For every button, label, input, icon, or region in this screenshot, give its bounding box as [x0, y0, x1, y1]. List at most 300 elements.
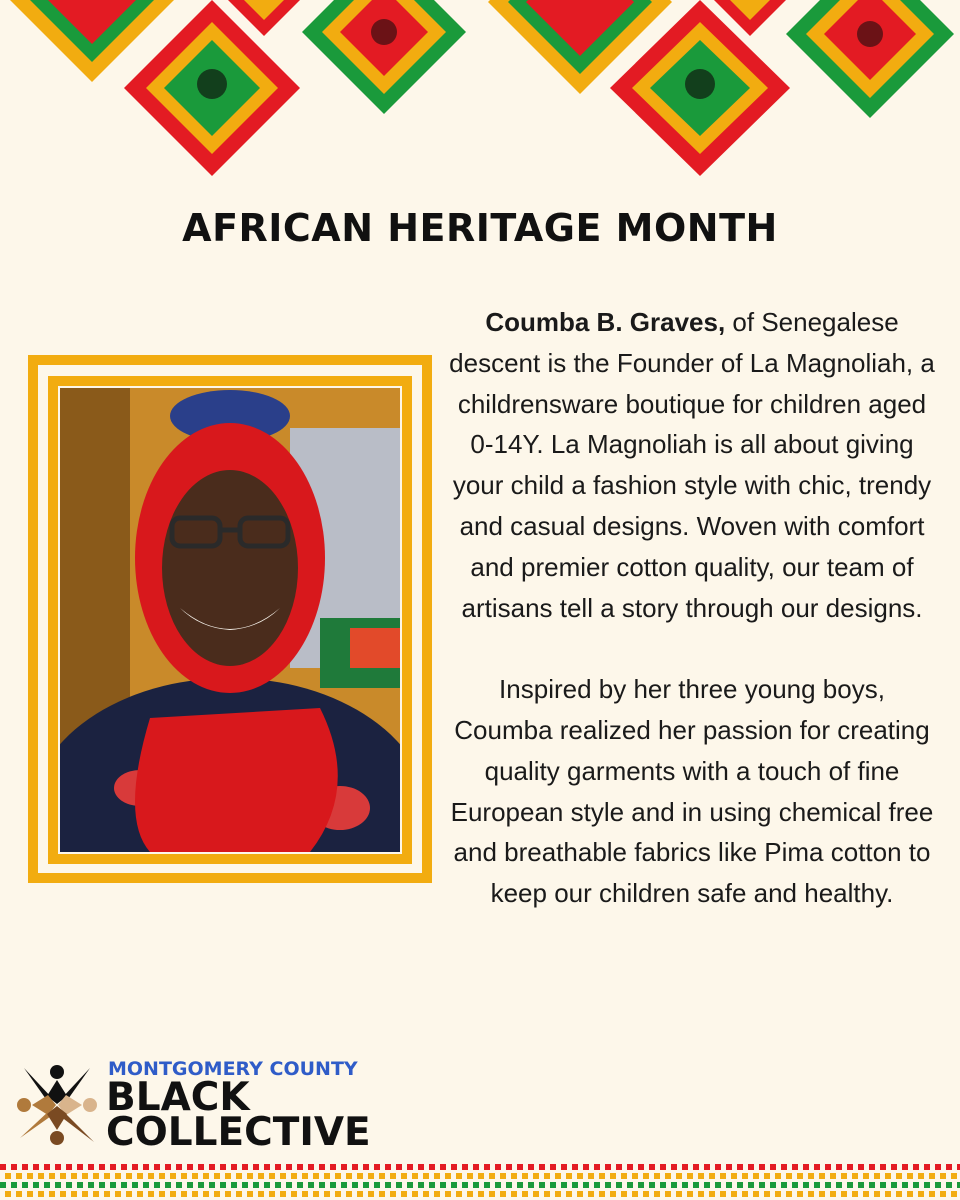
border-dot: [143, 1164, 149, 1170]
border-dot: [929, 1191, 935, 1197]
border-dot: [891, 1164, 897, 1170]
border-dot: [781, 1182, 787, 1188]
border-dot: [517, 1164, 523, 1170]
border-dot: [110, 1182, 116, 1188]
border-dot: [819, 1191, 825, 1197]
logo-county-text: MONTGOMERY COUNTY: [108, 1058, 358, 1080]
border-dot: [38, 1173, 44, 1179]
border-dot: [577, 1173, 583, 1179]
border-dot: [495, 1182, 501, 1188]
border-dot: [38, 1191, 44, 1197]
border-dot: [330, 1164, 336, 1170]
border-dot: [467, 1173, 473, 1179]
border-dot: [198, 1164, 204, 1170]
border-dot: [775, 1173, 781, 1179]
border-dot: [434, 1173, 440, 1179]
border-dot: [258, 1191, 264, 1197]
border-dot: [341, 1182, 347, 1188]
border-dot: [797, 1191, 803, 1197]
border-dot: [847, 1164, 853, 1170]
border-dot: [319, 1164, 325, 1170]
border-dot: [627, 1164, 633, 1170]
border-dot: [704, 1182, 710, 1188]
border-dot: [302, 1173, 308, 1179]
border-dot: [16, 1173, 22, 1179]
border-dot: [181, 1173, 187, 1179]
border-dot: [594, 1164, 600, 1170]
border-dot: [401, 1173, 407, 1179]
bio-paragraph-2: Inspired by her three young boys, Coumba realized her passion for creating quality garments with a touch of fine European style and in using chemical free and breathable fabrics like Pima cotton to keep our children safe and healthy.: [450, 674, 934, 909]
border-dot: [720, 1173, 726, 1179]
border-dot: [869, 1164, 875, 1170]
border-dot: [49, 1173, 55, 1179]
border-dot: [137, 1173, 143, 1179]
border-dot: [913, 1164, 919, 1170]
border-dot: [434, 1191, 440, 1197]
diamond-motif-4: [302, 0, 466, 114]
border-dot: [830, 1173, 836, 1179]
border-dot: [445, 1191, 451, 1197]
border-dot: [187, 1164, 193, 1170]
border-dot: [726, 1182, 732, 1188]
border-dot: [544, 1173, 550, 1179]
border-dot: [764, 1191, 770, 1197]
border-dot: [759, 1164, 765, 1170]
border-dot: [698, 1191, 704, 1197]
border-dot: [192, 1173, 198, 1179]
border-dot: [918, 1173, 924, 1179]
border-dot: [891, 1182, 897, 1188]
border-dot: [797, 1173, 803, 1179]
border-dot: [473, 1182, 479, 1188]
border-dot: [913, 1182, 919, 1188]
border-dot: [643, 1191, 649, 1197]
border-dot: [665, 1173, 671, 1179]
border-dot: [869, 1182, 875, 1188]
border-dot: [104, 1191, 110, 1197]
border-dot: [363, 1182, 369, 1188]
border-dot: [77, 1164, 83, 1170]
border-dot: [709, 1191, 715, 1197]
border-dot: [852, 1173, 858, 1179]
border-dot: [588, 1191, 594, 1197]
border-dot: [781, 1164, 787, 1170]
border-dot: [682, 1164, 688, 1170]
border-dot: [187, 1182, 193, 1188]
border-dot: [825, 1164, 831, 1170]
border-dot: [880, 1182, 886, 1188]
border-dot: [258, 1173, 264, 1179]
diamond-motif-8: [786, 0, 954, 118]
border-dot: [154, 1164, 160, 1170]
border-dot: [412, 1191, 418, 1197]
border-dot: [792, 1164, 798, 1170]
border-dot: [137, 1191, 143, 1197]
border-dot: [935, 1182, 941, 1188]
border-dot: [143, 1182, 149, 1188]
border-dot: [418, 1164, 424, 1170]
border-dot: [60, 1173, 66, 1179]
border-dot: [489, 1173, 495, 1179]
border-dot: [896, 1173, 902, 1179]
border-dot: [11, 1182, 17, 1188]
border-dot: [363, 1164, 369, 1170]
border-dot: [0, 1182, 6, 1188]
border-dot: [374, 1164, 380, 1170]
border-dot: [231, 1164, 237, 1170]
border-dot: [731, 1191, 737, 1197]
border-dot: [803, 1182, 809, 1188]
border-dot: [198, 1182, 204, 1188]
border-dot: [49, 1191, 55, 1197]
border-dot: [324, 1173, 330, 1179]
logo-black-text: BLACK: [106, 1075, 250, 1120]
border-dot: [946, 1182, 952, 1188]
border-dot: [693, 1182, 699, 1188]
border-dot: [286, 1182, 292, 1188]
border-dot: [159, 1191, 165, 1197]
bio-intro: of Senegalese descent is the Founder of La Magnoliah, a childrensware boutique for children aged 0-14Y. La Magnoliah is all about giving your child a fashion style with chic, trendy and casual designs. Woven with comfort and premier cotton quality, our team of artisans tell a story through our designs.: [449, 307, 935, 623]
border-dot: [748, 1164, 754, 1170]
border-dot: [792, 1182, 798, 1188]
border-dot: [264, 1182, 270, 1188]
border-dot: [720, 1191, 726, 1197]
border-dot: [522, 1191, 528, 1197]
border-dot: [555, 1173, 561, 1179]
border-dot: [841, 1191, 847, 1197]
border-dot: [687, 1173, 693, 1179]
border-dot: [737, 1182, 743, 1188]
border-dot: [715, 1182, 721, 1188]
border-dot: [676, 1191, 682, 1197]
border-dot: [192, 1191, 198, 1197]
border-dot: [638, 1182, 644, 1188]
border-dot: [863, 1173, 869, 1179]
border-dot: [110, 1164, 116, 1170]
border-dot: [632, 1173, 638, 1179]
border-dot: [203, 1191, 209, 1197]
border-dot: [808, 1173, 814, 1179]
border-dot: [451, 1164, 457, 1170]
border-dot: [951, 1173, 957, 1179]
border-dot: [836, 1182, 842, 1188]
border-dot: [291, 1173, 297, 1179]
border-dot: [165, 1182, 171, 1188]
border-dot: [737, 1164, 743, 1170]
border-dot: [55, 1164, 61, 1170]
border-dot: [940, 1173, 946, 1179]
border-dot: [616, 1182, 622, 1188]
border-dot: [170, 1173, 176, 1179]
border-dot: [71, 1191, 77, 1197]
border-dot: [5, 1191, 11, 1197]
border-dot: [918, 1191, 924, 1197]
border-dot: [572, 1164, 578, 1170]
border-dot: [654, 1173, 660, 1179]
border-dot: [104, 1173, 110, 1179]
border-dot: [335, 1191, 341, 1197]
border-dot: [203, 1173, 209, 1179]
border-dot: [352, 1164, 358, 1170]
border-dot: [346, 1173, 352, 1179]
border-dot: [610, 1191, 616, 1197]
border-dot: [440, 1164, 446, 1170]
border-dot: [16, 1191, 22, 1197]
border-dot: [533, 1191, 539, 1197]
border-dot: [368, 1173, 374, 1179]
border-dot: [209, 1182, 215, 1188]
border-dot: [148, 1173, 154, 1179]
border-dot: [220, 1164, 226, 1170]
border-dot: [665, 1191, 671, 1197]
border-dot: [176, 1182, 182, 1188]
border-dot: [896, 1191, 902, 1197]
border-dot: [429, 1164, 435, 1170]
border-dot: [874, 1191, 880, 1197]
border-dot: [753, 1173, 759, 1179]
border-dot: [27, 1191, 33, 1197]
border-dot: [561, 1164, 567, 1170]
border-dot: [330, 1182, 336, 1188]
bio-paragraph-1: [448, 302, 936, 628]
border-dot: [335, 1173, 341, 1179]
border-dot: [506, 1164, 512, 1170]
border-dot: [121, 1164, 127, 1170]
page-title: AFRICAN HERITAGE MONTH: [182, 206, 778, 250]
border-dot: [115, 1191, 121, 1197]
border-dot: [82, 1191, 88, 1197]
border-dot: [786, 1173, 792, 1179]
border-dot: [181, 1191, 187, 1197]
border-dot: [863, 1191, 869, 1197]
border-dot: [93, 1173, 99, 1179]
border-dot: [22, 1164, 28, 1170]
border-dot: [577, 1191, 583, 1197]
border-dot: [423, 1191, 429, 1197]
black-collective-logo-icon: [12, 1060, 102, 1150]
border-dot: [599, 1173, 605, 1179]
border-dot: [654, 1191, 660, 1197]
border-dot: [132, 1182, 138, 1188]
border-dot: [346, 1191, 352, 1197]
border-dot: [550, 1182, 556, 1188]
border-dot: [214, 1191, 220, 1197]
logo-collective-text: COLLECTIVE: [106, 1110, 371, 1155]
border-dot: [599, 1191, 605, 1197]
border-dot: [687, 1191, 693, 1197]
border-dot: [264, 1164, 270, 1170]
border-dot: [121, 1182, 127, 1188]
border-dot: [500, 1191, 506, 1197]
border-dot: [242, 1182, 248, 1188]
diamond-motif-3: [124, 0, 300, 176]
border-dot: [858, 1164, 864, 1170]
border-dot: [808, 1191, 814, 1197]
border-dot: [407, 1182, 413, 1188]
border-dot: [77, 1182, 83, 1188]
border-dot: [313, 1173, 319, 1179]
border-dot: [566, 1191, 572, 1197]
border-dot: [242, 1164, 248, 1170]
border-dot: [66, 1164, 72, 1170]
border-dot: [726, 1164, 732, 1170]
border-dot: [429, 1182, 435, 1188]
border-dot: [66, 1182, 72, 1188]
border-dot: [44, 1182, 50, 1188]
border-dot: [621, 1191, 627, 1197]
portrait-photo: [60, 388, 400, 852]
border-dot: [368, 1191, 374, 1197]
border-dot: [775, 1191, 781, 1197]
border-dot: [319, 1182, 325, 1188]
border-dot: [55, 1182, 61, 1188]
border-dot: [275, 1164, 281, 1170]
border-dot: [99, 1164, 105, 1170]
border-dot: [753, 1191, 759, 1197]
border-dot: [170, 1191, 176, 1197]
border-dot: [159, 1173, 165, 1179]
border-dot: [225, 1173, 231, 1179]
border-dot: [814, 1164, 820, 1170]
border-dot: [847, 1182, 853, 1188]
border-dot: [759, 1182, 765, 1188]
border-dot: [935, 1164, 941, 1170]
border-dot: [269, 1191, 275, 1197]
border-dot: [550, 1164, 556, 1170]
border-dot: [660, 1164, 666, 1170]
kente-diamond-pattern: [0, 0, 960, 190]
border-dot: [209, 1164, 215, 1170]
border-dot: [440, 1182, 446, 1188]
border-dot: [885, 1173, 891, 1179]
border-dot: [539, 1182, 545, 1188]
border-dot: [682, 1182, 688, 1188]
border-dot: [236, 1191, 242, 1197]
border-dot: [929, 1173, 935, 1179]
border-dot: [93, 1191, 99, 1197]
border-dot: [302, 1191, 308, 1197]
border-dot: [841, 1173, 847, 1179]
border-dot: [671, 1182, 677, 1188]
border-dot: [643, 1173, 649, 1179]
border-dot: [693, 1164, 699, 1170]
border-dot: [445, 1173, 451, 1179]
border-dot: [352, 1182, 358, 1188]
border-dot: [478, 1173, 484, 1179]
dotted-border: [0, 1160, 960, 1200]
border-dot: [709, 1173, 715, 1179]
border-dot: [621, 1173, 627, 1179]
border-dot: [902, 1182, 908, 1188]
border-dot: [814, 1182, 820, 1188]
border-dot: [907, 1173, 913, 1179]
border-dot: [528, 1182, 534, 1188]
border-dot: [704, 1164, 710, 1170]
border-dot: [500, 1173, 506, 1179]
border-dot: [396, 1164, 402, 1170]
border-dot: [742, 1173, 748, 1179]
border-dot: [225, 1191, 231, 1197]
border-dot: [324, 1191, 330, 1197]
border-dot: [539, 1164, 545, 1170]
border-dot: [528, 1164, 534, 1170]
border-dot: [231, 1182, 237, 1188]
border-dot: [462, 1182, 468, 1188]
border-dot: [280, 1191, 286, 1197]
border-dot: [313, 1191, 319, 1197]
border-dot: [5, 1173, 11, 1179]
border-dot: [269, 1173, 275, 1179]
border-dot: [396, 1182, 402, 1188]
border-dot: [247, 1191, 253, 1197]
border-dot: [830, 1191, 836, 1197]
border-dot: [99, 1182, 105, 1188]
border-dot: [555, 1191, 561, 1197]
border-dot: [836, 1164, 842, 1170]
border-dot: [544, 1191, 550, 1197]
border-dot: [390, 1173, 396, 1179]
border-dot: [132, 1164, 138, 1170]
border-dot: [88, 1182, 94, 1188]
border-dot: [764, 1173, 770, 1179]
bio-text: [448, 302, 936, 914]
border-dot: [885, 1191, 891, 1197]
border-dot: [566, 1173, 572, 1179]
border-dot: [126, 1191, 132, 1197]
border-dot: [297, 1182, 303, 1188]
border-dot: [88, 1164, 94, 1170]
border-dot: [297, 1164, 303, 1170]
border-dot: [148, 1191, 154, 1197]
border-dot: [253, 1182, 259, 1188]
border-dot: [907, 1191, 913, 1197]
border-dot: [165, 1164, 171, 1170]
border-dot: [517, 1182, 523, 1188]
border-dot: [247, 1173, 253, 1179]
border-dot: [825, 1182, 831, 1188]
border-dot: [902, 1164, 908, 1170]
border-dot: [511, 1173, 517, 1179]
border-dot: [638, 1164, 644, 1170]
border-dot: [583, 1164, 589, 1170]
border-dot: [786, 1191, 792, 1197]
border-dot: [522, 1173, 528, 1179]
border-dot: [484, 1164, 490, 1170]
border-dot: [456, 1191, 462, 1197]
border-dot: [649, 1182, 655, 1188]
border-dot: [308, 1182, 314, 1188]
border-dot: [770, 1164, 776, 1170]
border-dot: [176, 1164, 182, 1170]
border-dot: [533, 1173, 539, 1179]
border-dot: [748, 1182, 754, 1188]
border-dot: [803, 1164, 809, 1170]
border-dot: [357, 1173, 363, 1179]
border-dot: [379, 1191, 385, 1197]
border-dot: [489, 1191, 495, 1197]
border-dot: [22, 1182, 28, 1188]
border-dot: [60, 1191, 66, 1197]
border-dot: [880, 1164, 886, 1170]
border-dot: [594, 1182, 600, 1188]
border-dot: [605, 1182, 611, 1188]
border-dot: [33, 1182, 39, 1188]
border-dot: [951, 1191, 957, 1197]
border-dot: [291, 1191, 297, 1197]
border-dot: [511, 1191, 517, 1197]
border-dot: [484, 1182, 490, 1188]
border-dot: [33, 1164, 39, 1170]
